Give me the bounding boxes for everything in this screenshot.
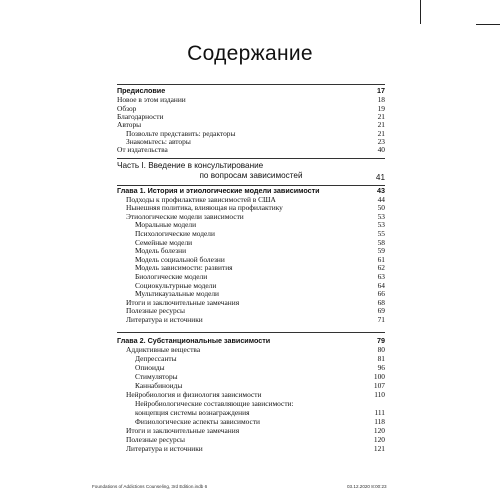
toc-entry-title: Стимуляторы xyxy=(135,372,178,381)
toc-entry-page: 68 xyxy=(377,297,385,307)
toc-entry-title: Модель социальной болезни xyxy=(135,254,225,264)
toc-entry[interactable] xyxy=(117,391,385,399)
toc-entry-page: 59 xyxy=(377,246,385,256)
toc-entry-page: 66 xyxy=(377,289,385,299)
toc-entry[interactable] xyxy=(117,418,385,426)
toc-entry-title: Глава 2. Субстанциональные зависимости xyxy=(117,336,271,345)
toc-entry-page: 21 xyxy=(377,129,385,138)
toc-chapter-heading[interactable] xyxy=(117,337,385,345)
toc-entry[interactable] xyxy=(117,113,385,121)
toc-entry-page: 19 xyxy=(377,104,385,113)
toc-entry[interactable] xyxy=(117,316,385,324)
toc-entry-page: 53 xyxy=(377,211,385,221)
toc-entry-page: 64 xyxy=(377,280,385,290)
print-slug-right: 03.12.2020 8:00:23 xyxy=(347,484,387,489)
toc-entry-page: 63 xyxy=(377,272,385,281)
toc-entry-title: Литература и источники xyxy=(126,444,203,453)
section-divider xyxy=(117,158,385,159)
toc-entry-page: 58 xyxy=(377,237,385,247)
toc-entry-title: Итоги и заключительные замечания xyxy=(126,297,240,307)
toc-entry-title: Психологические модели xyxy=(135,229,215,238)
toc-entry-title: Предисловие xyxy=(117,86,166,95)
toc-entry-title: Полезные ресурсы xyxy=(126,306,185,316)
toc-entry-title: Подходы к профилактике зависимостей в США xyxy=(126,194,276,204)
toc-entry-page: 21 xyxy=(377,120,385,129)
toc-entry-title: От издательства xyxy=(117,145,168,154)
toc-entry-page: 81 xyxy=(377,354,385,363)
toc-part-subtitle: по вопросам зависимостей xyxy=(199,171,303,180)
toc-entry-page: 40 xyxy=(377,145,385,154)
toc-entry-page: 100 xyxy=(373,372,385,381)
toc-entry[interactable] xyxy=(117,364,385,372)
toc-part-1[interactable] xyxy=(117,161,385,171)
toc-entry-title: Модель зависимости: развития xyxy=(135,263,233,273)
toc-entry[interactable] xyxy=(117,409,385,417)
crop-mark-top xyxy=(420,0,421,24)
toc-entry-title: Глава 1. История и этиологические модели зависимости xyxy=(117,186,320,195)
section-divider xyxy=(117,332,385,333)
toc-entry[interactable] xyxy=(117,346,385,354)
toc-entry-page: 18 xyxy=(377,95,385,104)
toc-entry-page: 111 xyxy=(374,408,385,417)
toc-entry[interactable] xyxy=(117,204,385,212)
toc-entry-page: 55 xyxy=(377,229,385,238)
toc-entry-title: Семейные модели xyxy=(135,237,193,247)
toc-entry-title: Социокультурные модели xyxy=(135,280,217,290)
toc-entry-title: Нынешняя политика, влияющая на профилактику xyxy=(126,203,283,213)
toc-chapter-heading[interactable] xyxy=(117,187,385,195)
print-slug-left: Foundations of Addictions Counseling, 3rd Edition.indb 6 xyxy=(92,484,208,489)
toc-entry-title: Мультикаузальные модели xyxy=(135,289,220,299)
toc-entry-title: концепция системы вознаграждения xyxy=(135,408,250,417)
toc-entry-title: Итоги и заключительные замечания xyxy=(126,426,240,435)
toc-part-page: 41 xyxy=(375,173,385,182)
toc-entry-title: Благодарности xyxy=(117,112,164,121)
toc-entry[interactable] xyxy=(117,445,385,453)
toc-entry[interactable] xyxy=(117,146,385,154)
toc-entry-page: 120 xyxy=(373,435,385,444)
toc-entry-title: Полезные ресурсы xyxy=(126,435,185,444)
toc-entry[interactable] xyxy=(117,373,385,381)
toc-entry-page: 71 xyxy=(377,315,385,324)
toc-entry[interactable] xyxy=(117,121,385,129)
toc-entry-page: 61 xyxy=(377,254,385,264)
toc-entry-page: 23 xyxy=(377,137,385,146)
toc-entry-page: 96 xyxy=(377,363,385,372)
crop-mark-right xyxy=(476,24,500,25)
toc-entry-page: 110 xyxy=(374,390,385,399)
toc-entry-page: 50 xyxy=(377,203,385,213)
toc-entry-page: 53 xyxy=(377,220,385,230)
toc-entry[interactable] xyxy=(117,436,385,444)
toc-entry-title: Нейробиологические составляющие зависимости: xyxy=(135,399,294,408)
toc-part-title: Часть I. Введение в консультирование xyxy=(117,161,264,170)
toc-entry-page: 120 xyxy=(373,426,385,435)
toc-entry[interactable] xyxy=(117,290,385,298)
toc-entry-title: Моральные модели xyxy=(135,220,197,230)
toc-entry-heading[interactable] xyxy=(117,87,385,95)
toc-entry-title: Обзор xyxy=(117,104,137,113)
toc-entry-page: 121 xyxy=(373,444,385,453)
section-divider xyxy=(117,84,385,85)
toc-entry[interactable] xyxy=(117,96,385,104)
toc-entry[interactable] xyxy=(117,382,385,390)
toc-entry[interactable] xyxy=(117,427,385,435)
toc-entry-page: 118 xyxy=(374,417,385,426)
toc-entry-title: Знакомьтесь: авторы xyxy=(126,137,191,146)
toc-entry-title: Модель болезни xyxy=(135,246,187,256)
toc-entry[interactable] xyxy=(117,400,385,408)
page-title: Содержание xyxy=(187,42,313,65)
toc-entry[interactable] xyxy=(117,247,385,255)
toc-entry-title: Новое в этом издании xyxy=(117,95,186,104)
toc-entry-title: Депрессанты xyxy=(135,354,177,363)
toc-entry-title: Аддиктивные вещества xyxy=(126,345,201,354)
toc-entry[interactable] xyxy=(117,355,385,363)
toc-entry-page: 107 xyxy=(373,381,385,390)
toc-entry-page: 44 xyxy=(377,194,385,204)
toc-entry-title: Нейробиология и физиология зависимости xyxy=(126,390,262,399)
toc-entry-page: 21 xyxy=(377,112,385,121)
toc-entry-page: 17 xyxy=(377,86,385,95)
toc-entry-page: 80 xyxy=(377,345,385,354)
toc-part-page-row xyxy=(117,173,385,183)
toc-entry-title: Каннабиноиды xyxy=(135,381,183,390)
toc-entry-page: 79 xyxy=(377,336,385,345)
toc-entry-page: 62 xyxy=(377,263,385,273)
toc-entry[interactable] xyxy=(117,230,385,238)
toc-entry[interactable] xyxy=(117,273,385,281)
toc-entry-title: Этиологические модели зависимости xyxy=(126,211,244,221)
toc-entry-title: Биологические модели xyxy=(135,272,208,281)
toc-entry-title: Физиологические аспекты зависимости xyxy=(135,417,261,426)
toc-entry-page: 43 xyxy=(377,186,385,195)
toc-entry-page: 69 xyxy=(377,306,385,316)
toc-entry-title: Опиоиды xyxy=(135,363,165,372)
toc-entry-title: Литература и источники xyxy=(126,315,203,324)
toc-entry-title: Позвольте представить: редакторы xyxy=(126,129,236,138)
toc-entry-title: Авторы xyxy=(117,120,142,129)
